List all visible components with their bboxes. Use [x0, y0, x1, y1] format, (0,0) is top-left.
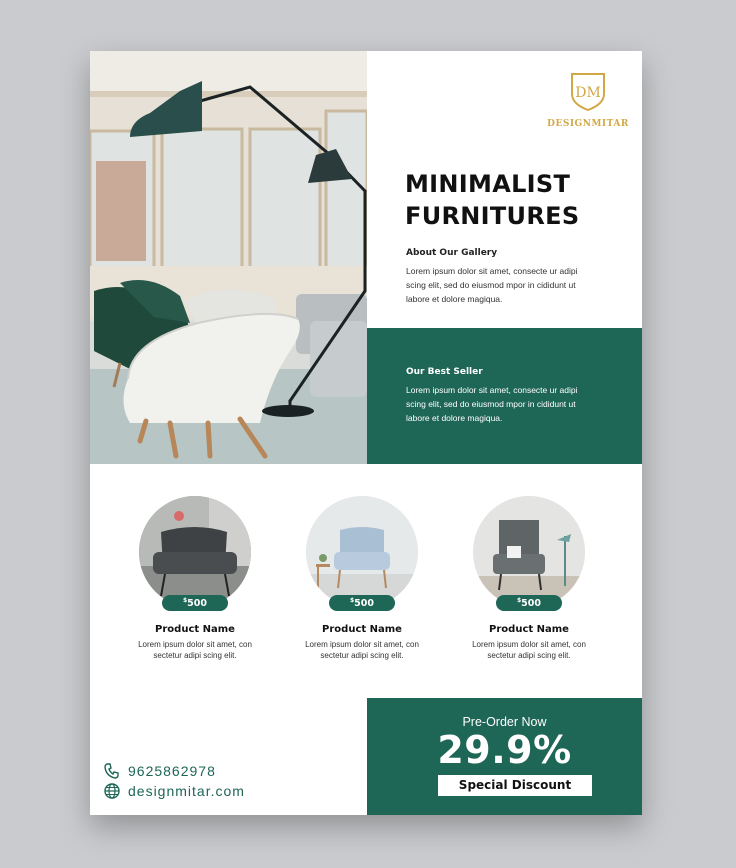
- about-text: [406, 264, 606, 306]
- best-seller-line: labore et dolore magiqua.: [406, 413, 503, 423]
- product-description: Lorem ipsum dolor sit amet, con sectetur adipi scing elit.: [305, 640, 419, 660]
- hero-photo: [90, 51, 367, 464]
- price-badge: $500: [329, 595, 395, 611]
- product-card[interactable]: [297, 496, 427, 661]
- phone-number: 9625862978: [128, 763, 216, 779]
- product-name: Product Name: [155, 624, 235, 635]
- svg-text:DM: DM: [575, 85, 601, 101]
- brand-logo: [542, 70, 634, 129]
- best-seller-line: scing elit, sed do eiusmod mpor in cididunt ut: [406, 399, 576, 409]
- shield-logo-icon: [568, 70, 608, 112]
- best-seller-text: [406, 383, 606, 425]
- brand-name: DESIGNMITAR: [547, 119, 629, 129]
- promo-panel: [367, 698, 642, 815]
- product-description: Lorem ipsum dolor sit amet, con sectetur adipi scing elit.: [138, 640, 252, 660]
- promo-preorder-text: Pre-Order Now: [462, 715, 547, 729]
- product-card[interactable]: [464, 496, 594, 661]
- about-line: Lorem ipsum dolor sit amet, consecte ur adipi: [406, 266, 578, 276]
- best-seller-heading: Our Best Seller: [406, 367, 483, 377]
- product-description: Lorem ipsum dolor sit amet, con sectetur adipi scing elit.: [472, 640, 586, 660]
- blue-armchair-image: [306, 496, 418, 608]
- contact-website[interactable]: [104, 783, 245, 799]
- price-badge: $500: [162, 595, 228, 611]
- about-line: scing elit, sed do eiusmod mpor in cididunt ut: [406, 280, 576, 290]
- about-line: labore et dolore magiqua.: [406, 294, 503, 304]
- product-name: Product Name: [489, 624, 569, 635]
- promo-special-discount: Special Discount: [438, 775, 592, 796]
- product-card[interactable]: [130, 496, 260, 661]
- promo-discount-value: 29.9%: [437, 728, 572, 772]
- wingback-chair-image: [473, 496, 585, 608]
- globe-icon: [104, 783, 120, 799]
- phone-icon: [104, 763, 120, 779]
- title-line-2: FURNITURES: [405, 202, 580, 230]
- contact-phone[interactable]: [104, 763, 216, 779]
- tufted-armchair-image: [139, 496, 251, 608]
- flyer: [90, 51, 642, 815]
- price-badge: $500: [496, 595, 562, 611]
- page-title: [405, 168, 579, 232]
- title-line-1: MINIMALIST: [405, 170, 571, 198]
- best-seller-line: Lorem ipsum dolor sit amet, consecte ur adipi: [406, 385, 578, 395]
- about-heading: About Our Gallery: [406, 248, 498, 258]
- website-url: designmitar.com: [128, 783, 245, 799]
- product-grid: [130, 496, 610, 676]
- product-name: Product Name: [322, 624, 402, 635]
